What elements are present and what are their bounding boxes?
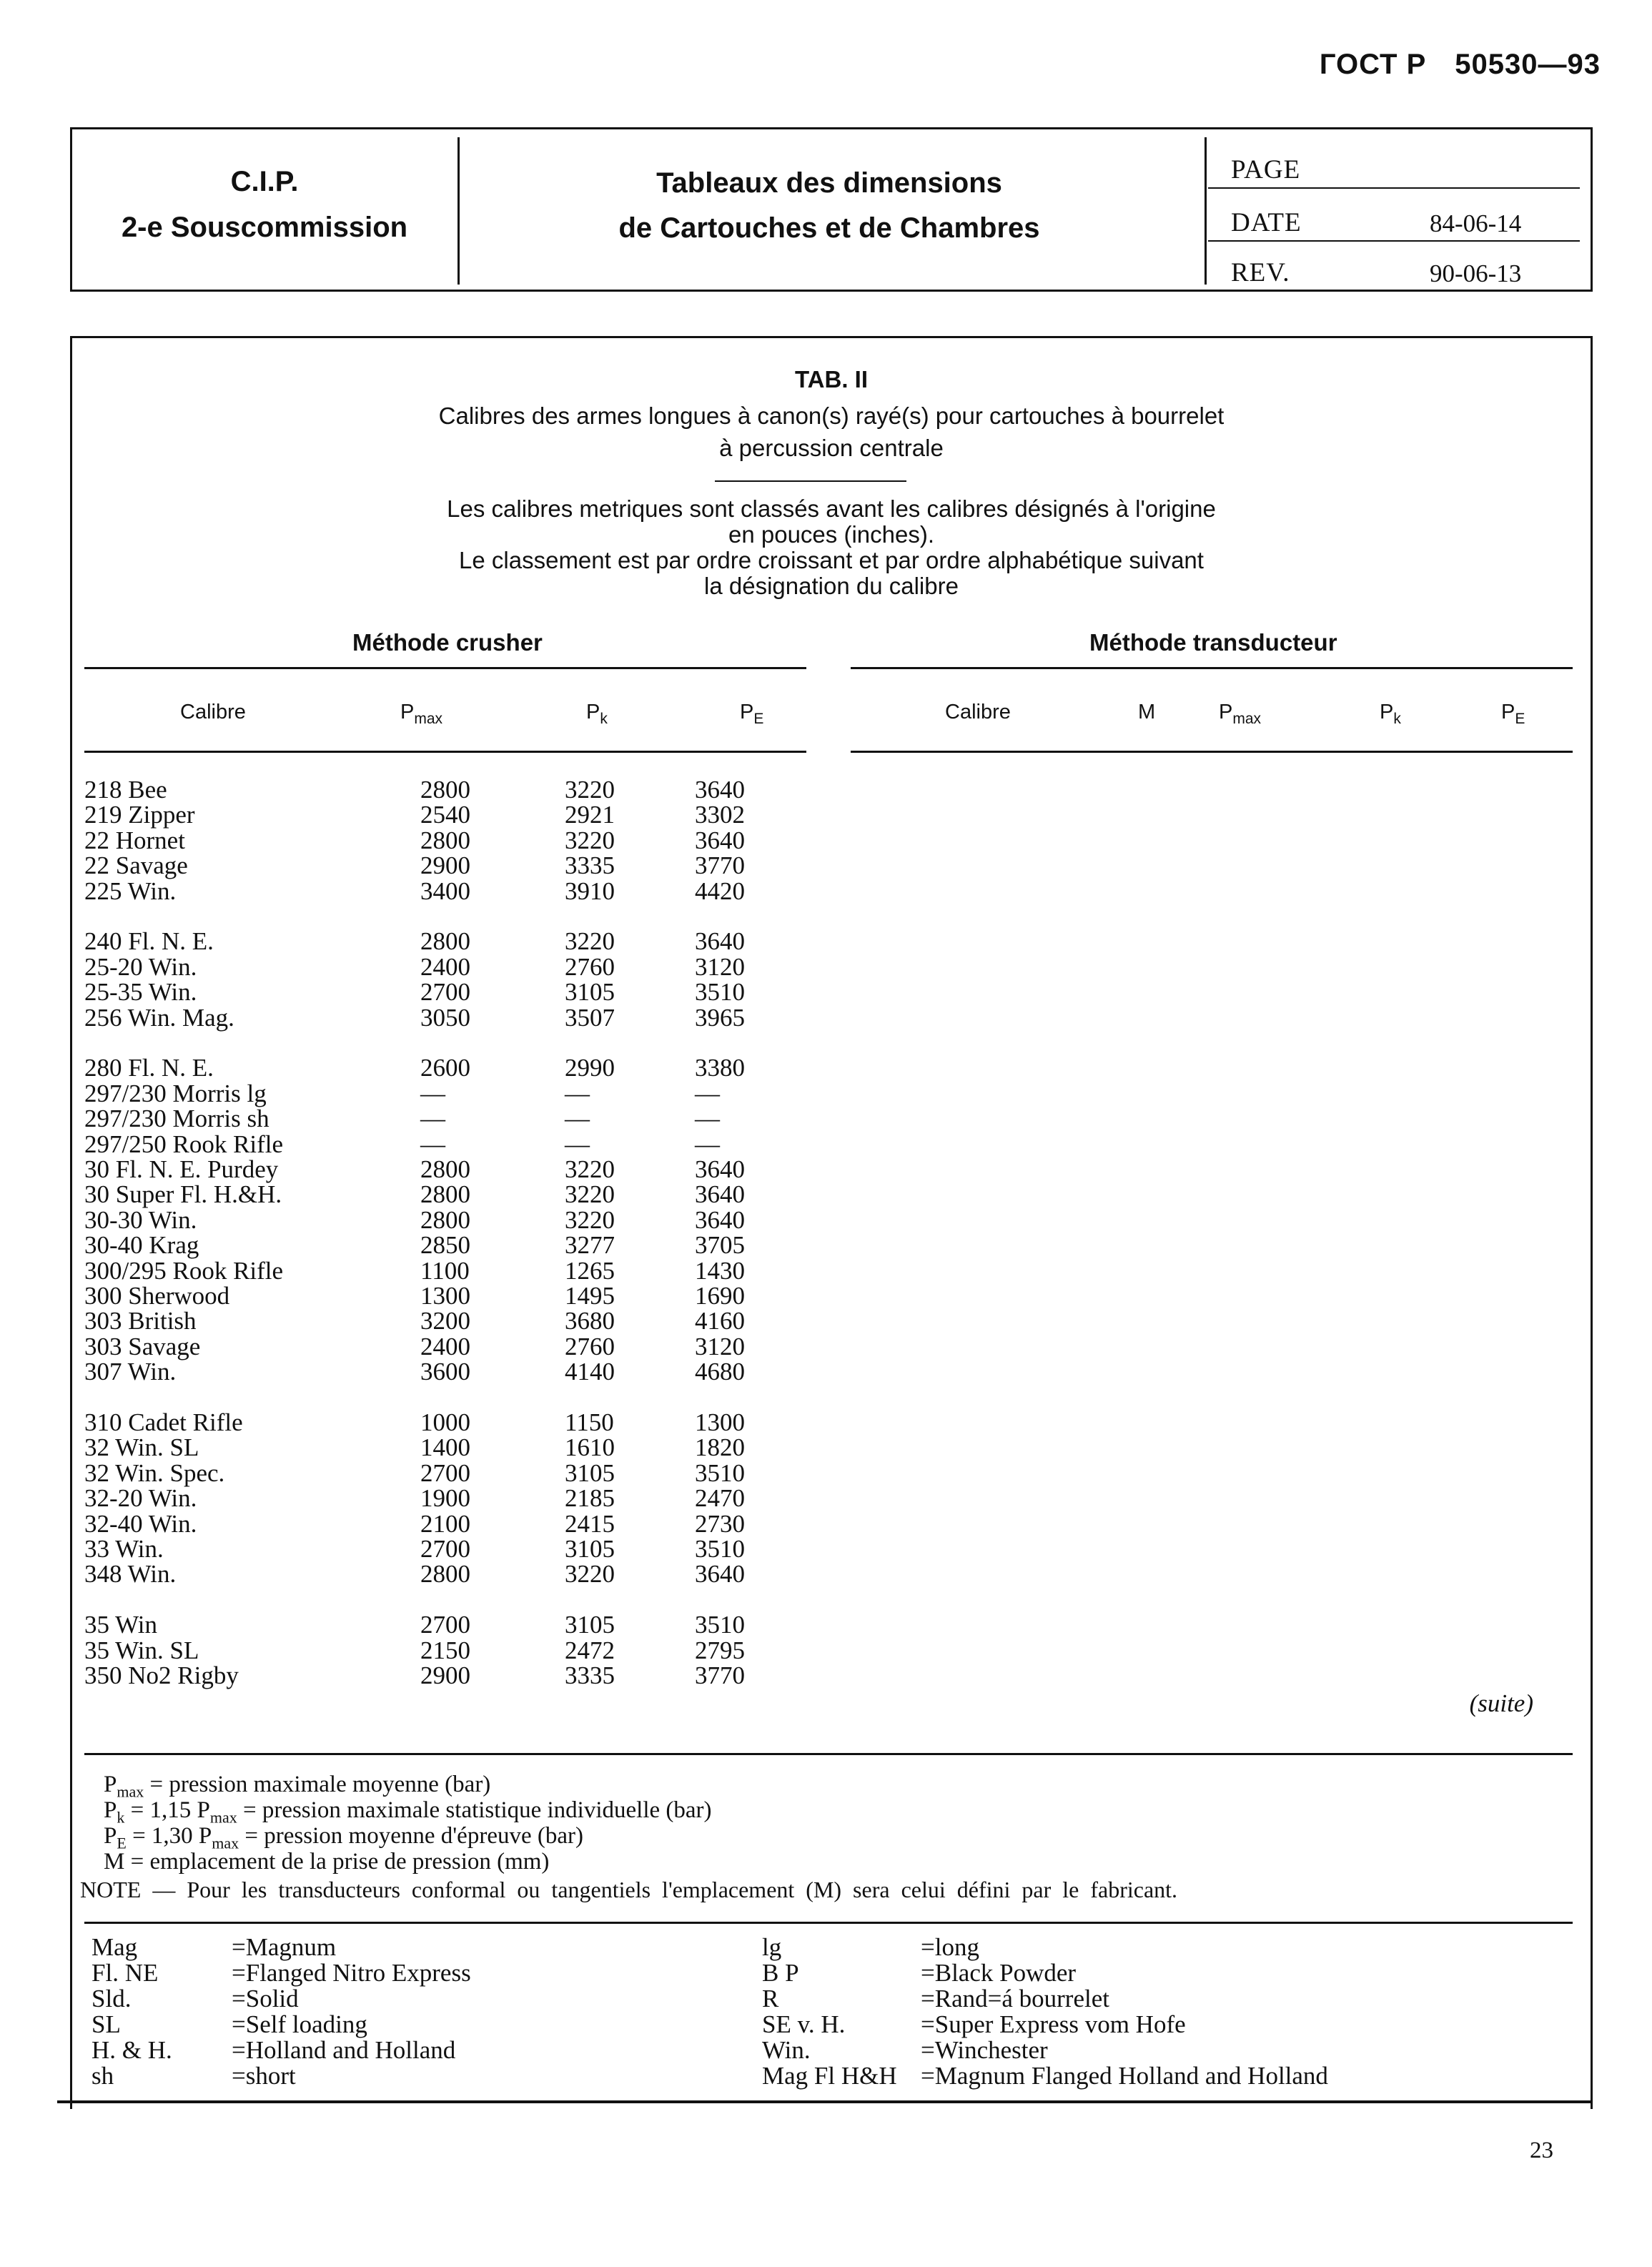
calibre-cell: 297/230 Morris sh (84, 1105, 269, 1132)
calibre-cell: 22 Savage (84, 851, 188, 879)
table-row (0, 1182, 858, 1207)
pk-cell: 3105 (565, 1459, 615, 1487)
pmax-cell: 2800 (420, 1560, 470, 1588)
col-t-pmax: $P_{max}$ (1219, 701, 1262, 727)
pk-cell: 2185 (565, 1484, 615, 1512)
pk-cell: 3507 (565, 1004, 615, 1032)
table-row (0, 1258, 858, 1284)
abbreviation-meaning: =Magnum Flanged Holland and Holland (921, 2062, 1328, 2090)
pk-cell: 1265 (565, 1257, 615, 1285)
pe-cell: 2795 (695, 1636, 745, 1664)
pe-cell: 4420 (695, 877, 745, 905)
pmax-cell: 2400 (420, 953, 470, 981)
pmax-cell: — (420, 1080, 445, 1107)
abbreviation-term: B P (762, 1959, 799, 1987)
calibre-cell: 300 Sherwood (84, 1282, 230, 1310)
pk-cell: 3910 (565, 877, 615, 905)
pmax-cell: 2700 (420, 1535, 470, 1563)
table-row (0, 1283, 858, 1309)
abbreviation-term: Win. (762, 2036, 811, 2064)
pmax-cell: 1000 (420, 1408, 470, 1436)
table-row (0, 929, 858, 954)
pk-cell: 3220 (565, 1180, 615, 1208)
pk-cell: — (565, 1080, 590, 1107)
transducer-header-top-rule (851, 667, 1573, 669)
pk-cell: 3335 (565, 1661, 615, 1689)
table-row (0, 1359, 858, 1385)
pk-cell: 3105 (565, 978, 615, 1006)
calibre-cell: 32 Win. Spec. (84, 1459, 225, 1487)
abbreviation-term: Fl. NE (91, 1959, 159, 1987)
method-crusher-heading: Méthode crusher (352, 629, 543, 656)
pe-cell: 1300 (695, 1408, 745, 1436)
table-row (0, 1207, 858, 1233)
pe-cell: 3120 (695, 1333, 745, 1360)
pe-cell: 3640 (695, 826, 745, 854)
pk-cell: 3220 (565, 776, 615, 804)
table-row (0, 1663, 858, 1689)
table-row (0, 1561, 858, 1587)
pmax-cell: 2150 (420, 1636, 470, 1664)
pmax-cell: 3600 (420, 1358, 470, 1386)
pk-cell: 3680 (565, 1307, 615, 1335)
abbreviation-term: H. & H. (91, 2036, 172, 2064)
calibre-cell: 30-40 Krag (84, 1231, 199, 1259)
col-pk: $P_k$ (586, 701, 608, 727)
pmax-cell: 1400 (420, 1433, 470, 1461)
pmax-cell: 2700 (420, 1611, 470, 1639)
table-row (0, 1132, 858, 1157)
abbreviation-meaning: =Rand=á bourrelet (921, 1985, 1109, 2012)
calibre-cell: 256 Win. Mag. (84, 1004, 234, 1032)
date-label: DATE (1231, 208, 1302, 237)
calibre-cell: 219 Zipper (84, 801, 195, 829)
abbreviation-meaning: =long (921, 1933, 979, 1961)
pmax-cell: 2540 (420, 801, 470, 829)
calibre-cell: 280 Fl. N. E. (84, 1054, 214, 1082)
table-row (0, 1334, 858, 1360)
method-transducer-heading: Méthode transducteur (1089, 629, 1337, 656)
pk-cell: 3105 (565, 1535, 615, 1563)
legend-top-rule (84, 1753, 1573, 1755)
abbreviation-term: sh (91, 2062, 114, 2090)
abbreviation-meaning: =short (232, 2062, 296, 2090)
calibre-cell: 32 Win. SL (84, 1433, 199, 1461)
pe-cell: 3120 (695, 953, 745, 981)
pe-cell: — (695, 1080, 720, 1107)
table-row (0, 1410, 858, 1436)
pmax-cell: 2700 (420, 978, 470, 1006)
pe-cell: 2470 (695, 1484, 745, 1512)
pk-cell: 3220 (565, 1206, 615, 1234)
pe-cell: 3380 (695, 1054, 745, 1082)
pk-cell: 3220 (565, 1155, 615, 1183)
legend-pmax: $P_{max}$ = pression maximale moyenne (bar) (104, 1772, 491, 1801)
pe-cell: 4680 (695, 1358, 745, 1386)
table-row (0, 777, 858, 803)
pk-cell: 2990 (565, 1054, 615, 1082)
table-row (0, 853, 858, 879)
table-row (0, 879, 858, 904)
calibre-cell: 225 Win. (84, 877, 177, 905)
doc-title-line2: de Cartouches et de Chambres (618, 212, 1040, 244)
pk-cell: 3277 (565, 1231, 615, 1259)
pe-cell: 3640 (695, 1206, 745, 1234)
calibre-cell: 307 Win. (84, 1358, 177, 1386)
transducer-header-bottom-rule (851, 751, 1573, 753)
pk-cell: 3105 (565, 1611, 615, 1639)
table-row (0, 954, 858, 980)
rev-label: REV. (1231, 258, 1290, 287)
header-divider-2 (1205, 137, 1207, 285)
abbreviation-term: SE v. H. (762, 2010, 846, 2038)
abbreviation-meaning: =Black Powder (921, 1959, 1077, 1987)
abbreviation-term: Mag Fl H&H (762, 2062, 897, 2090)
pe-cell: 1820 (695, 1433, 745, 1461)
abbreviation-term: Mag (91, 1933, 138, 1961)
pk-cell: 1495 (565, 1282, 615, 1310)
table-row (0, 1081, 858, 1107)
date-value: 84-06-14 (1430, 209, 1522, 237)
pe-cell: — (695, 1130, 720, 1158)
pk-cell: 2472 (565, 1636, 615, 1664)
sorting-note-1: Les calibres metriques sont classés avant les calibres désignés à l'origine (447, 495, 1216, 522)
meta-rule-2 (1208, 240, 1580, 242)
pmax-cell: 2800 (420, 927, 470, 955)
pmax-cell: 2800 (420, 776, 470, 804)
calibre-cell: 30 Super Fl. H.&H. (84, 1180, 282, 1208)
calibre-cell: 300/295 Rook Rifle (84, 1257, 284, 1285)
abbreviation-meaning: =Self loading (232, 2010, 367, 2038)
pmax-cell: 2400 (420, 1333, 470, 1360)
meta-rule-1 (1208, 187, 1580, 189)
legend-m: M = emplacement de la prise de pression (mm) (104, 1849, 550, 1875)
sorting-note-2: en pouces (inches). (728, 521, 934, 548)
col-t-m: M (1138, 701, 1156, 723)
pmax-cell: 2800 (420, 1155, 470, 1183)
pmax-cell: 3200 (420, 1307, 470, 1335)
pmax-cell: 1300 (420, 1282, 470, 1310)
table-row (0, 1005, 858, 1031)
pk-cell: 2760 (565, 953, 615, 981)
rev-value: 90-06-13 (1430, 260, 1522, 287)
pe-cell: — (695, 1105, 720, 1132)
col-t-pk: $P_k$ (1380, 701, 1401, 727)
calibre-cell: 25-35 Win. (84, 978, 197, 1006)
pe-cell: 3302 (695, 801, 745, 829)
pe-cell: 3510 (695, 1611, 745, 1639)
calibre-cell: 310 Cadet Rifle (84, 1408, 243, 1436)
org-name: C.I.P. (230, 166, 299, 197)
col-calibre: Calibre (180, 701, 246, 723)
abbreviation-term: Sld. (91, 1985, 132, 2012)
table-row (0, 1638, 858, 1664)
pe-cell: 3640 (695, 1155, 745, 1183)
calibre-cell: 35 Win. SL (84, 1636, 199, 1664)
pk-cell: 2921 (565, 801, 615, 829)
pe-cell: 3770 (695, 1661, 745, 1689)
pmax-cell: 2700 (420, 1459, 470, 1487)
calibre-cell: 33 Win. (84, 1535, 164, 1563)
calibre-cell: 25-20 Win. (84, 953, 197, 981)
sorting-note-3: Le classement est par ordre croissant et par ordre alphabétique suivant (459, 547, 1204, 573)
pe-cell: 3705 (695, 1231, 745, 1259)
pk-cell: 2415 (565, 1510, 615, 1538)
pmax-cell: 2900 (420, 851, 470, 879)
calibre-cell: 30-30 Win. (84, 1206, 197, 1234)
pe-cell: 1690 (695, 1282, 745, 1310)
table-row (0, 1486, 858, 1511)
abbreviation-meaning: =Winchester (921, 2036, 1048, 2064)
pmax-cell: 1100 (420, 1257, 470, 1285)
pmax-cell: 2850 (420, 1231, 470, 1259)
abbreviation-meaning: =Solid (232, 1985, 299, 2012)
pe-cell: 3640 (695, 1180, 745, 1208)
pk-cell: 3220 (565, 1560, 615, 1588)
legend-pk: $P_k = 1,15$ $P_{max}$ = pression maximale statistique individuelle (bar) (104, 1797, 712, 1827)
table-subtitle-1: Calibres des armes longues à canon(s) rayé(s) pour cartouches à bourrelet (438, 402, 1225, 429)
pmax-cell: 3050 (420, 1004, 470, 1032)
table-row (0, 1511, 858, 1537)
pe-cell: 1430 (695, 1257, 745, 1285)
calibre-cell: 218 Bee (84, 776, 167, 804)
calibre-cell: 240 Fl. N. E. (84, 927, 214, 955)
pmax-cell: — (420, 1130, 445, 1158)
pmax-cell: 2800 (420, 1180, 470, 1208)
pe-cell: 4160 (695, 1307, 745, 1335)
doc-title-line1: Tableaux des dimensions (656, 167, 1002, 199)
calibre-cell: 348 Win. (84, 1560, 177, 1588)
transducer-note: NOTE — Pour les transducteurs conformal ou tangentiels l'emplacement (M) sera celui défini par le fabricant. (80, 1877, 1178, 1902)
table-row (0, 1612, 858, 1638)
page-label: PAGE (1231, 155, 1301, 184)
calibre-cell: 303 Savage (84, 1333, 201, 1360)
header-right-border (1591, 127, 1593, 290)
abbreviation-term: R (762, 1985, 779, 2012)
col-t-calibre: Calibre (945, 701, 1011, 723)
pk-cell: 2760 (565, 1333, 615, 1360)
table-number: TAB. II (794, 366, 869, 392)
pmax-cell: 2600 (420, 1054, 470, 1082)
pk-cell: 4140 (565, 1358, 615, 1386)
calibre-cell: 350 No2 Rigby (84, 1661, 239, 1689)
col-t-pe: $P_E$ (1501, 701, 1525, 727)
pmax-cell: — (420, 1105, 445, 1132)
table-frame-right (1591, 336, 1593, 2109)
calibre-cell: 297/230 Morris lg (84, 1080, 267, 1107)
table-row (0, 979, 858, 1005)
pe-cell: 3965 (695, 1004, 745, 1032)
pmax-cell: 1900 (420, 1484, 470, 1512)
table-subtitle-2: à percussion centrale (719, 435, 944, 461)
table-row (0, 1055, 858, 1081)
legend-pe: $P_E = 1,30$ $P_{max}$ = pression moyenne d'épreuve (bar) (104, 1823, 583, 1852)
continued-label: (suite) (1469, 1689, 1533, 1717)
abbreviations-top-rule (84, 1922, 1573, 1924)
table-row (0, 802, 858, 828)
pe-cell: 2730 (695, 1510, 745, 1538)
table-row (0, 1157, 858, 1182)
pmax-cell: 2100 (420, 1510, 470, 1538)
calibre-cell: 35 Win (84, 1611, 157, 1639)
page-number: 23 (1530, 2138, 1553, 2163)
abbreviation-term: lg (762, 1933, 782, 1961)
pk-cell: 1150 (565, 1408, 614, 1436)
subcommission: 2-e Souscommission (121, 212, 408, 243)
calibre-cell: 303 British (84, 1307, 197, 1335)
pe-cell: 3640 (695, 1560, 745, 1588)
pmax-cell: 2800 (420, 826, 470, 854)
calibre-cell: 22 Hornet (84, 826, 185, 854)
col-pmax: $P_{max}$ (400, 701, 443, 727)
pk-cell: 3220 (565, 927, 615, 955)
table-row (0, 1536, 858, 1562)
pk-cell: 3335 (565, 851, 615, 879)
gost-label: ГОСТ Р (1319, 49, 1427, 80)
abbreviation-meaning: =Super Express vom Hofe (921, 2010, 1186, 2038)
pk-cell: — (565, 1130, 590, 1158)
pe-cell: 3510 (695, 1459, 745, 1487)
pk-cell: 3220 (565, 826, 615, 854)
gost-number: 50530—93 (1455, 49, 1601, 80)
abbreviation-meaning: =Magnum (232, 1933, 337, 1961)
pk-cell: 1610 (565, 1433, 615, 1461)
sorting-note-4: la désignation du calibre (704, 573, 959, 599)
calibre-cell: 297/250 Rook Rifle (84, 1130, 284, 1158)
abbreviation-term: SL (91, 2010, 121, 2038)
calibre-cell: 32-20 Win. (84, 1484, 197, 1512)
table-row (0, 1435, 858, 1461)
pmax-cell: 2800 (420, 1206, 470, 1234)
calibre-cell: 30 Fl. N. E. Purdey (84, 1155, 279, 1183)
pe-cell: 3510 (695, 1535, 745, 1563)
table-row (0, 1233, 858, 1258)
pmax-cell: 2900 (420, 1661, 470, 1689)
pe-cell: 3770 (695, 851, 745, 879)
pmax-cell: 3400 (420, 877, 470, 905)
abbreviation-meaning: =Flanged Nitro Express (232, 1959, 471, 1987)
page-bottom-rule (57, 2100, 1593, 2103)
calibre-cell: 32-40 Win. (84, 1510, 197, 1538)
abbreviation-meaning: =Holland and Holland (232, 2036, 456, 2064)
pe-cell: 3510 (695, 978, 745, 1006)
gost-standard (1320, 49, 1601, 81)
table-row (0, 828, 858, 854)
pe-cell: 3640 (695, 927, 745, 955)
table-row (0, 1461, 858, 1486)
pe-cell: 3640 (695, 776, 745, 804)
table-row (0, 1308, 858, 1334)
table-row (0, 1106, 858, 1132)
pk-cell: — (565, 1105, 590, 1132)
col-pe: $P_E$ (740, 701, 764, 727)
